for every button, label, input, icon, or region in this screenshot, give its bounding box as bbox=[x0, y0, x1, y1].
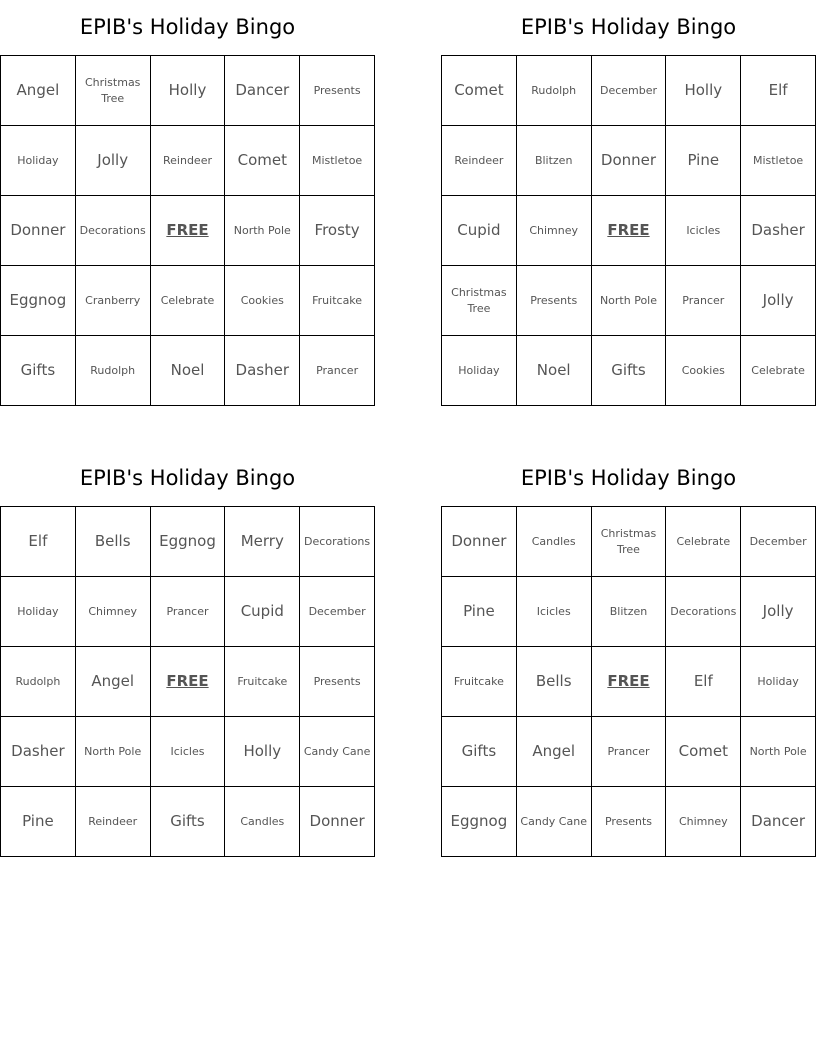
bingo-cell: Holly bbox=[225, 717, 300, 787]
bingo-cell: Elf bbox=[741, 56, 816, 126]
card-title: EPIB's Holiday Bingo bbox=[79, 466, 296, 490]
bingo-cell: Presents bbox=[517, 266, 592, 336]
bingo-cell: Icicles bbox=[517, 577, 592, 647]
bingo-cell: Jolly bbox=[741, 266, 816, 336]
bingo-cell: Rudolph bbox=[517, 56, 592, 126]
bingo-cell: Jolly bbox=[741, 577, 816, 647]
bingo-cell: Dasher bbox=[1, 717, 76, 787]
bingo-cell: Chimney bbox=[666, 787, 741, 857]
bingo-cell: Icicles bbox=[151, 717, 226, 787]
bingo-cell: Dasher bbox=[225, 336, 300, 406]
bingo-cell: Reindeer bbox=[76, 787, 151, 857]
bingo-cell: Decorations bbox=[300, 507, 375, 577]
bingo-cell: Gifts bbox=[592, 336, 667, 406]
bingo-cell: Pine bbox=[442, 577, 517, 647]
bingo-cell: Dancer bbox=[225, 56, 300, 126]
bingo-cell: Angel bbox=[1, 56, 76, 126]
bingo-cell: North Pole bbox=[592, 266, 667, 336]
bingo-cell: December bbox=[741, 507, 816, 577]
bingo-cell: Rudolph bbox=[1, 647, 76, 717]
bingo-cell: Gifts bbox=[151, 787, 226, 857]
card-title: EPIB's Holiday Bingo bbox=[520, 466, 737, 490]
bingo-cell: Holiday bbox=[1, 126, 76, 196]
bingo-cell: Icicles bbox=[666, 196, 741, 266]
bingo-cell: Holly bbox=[151, 56, 226, 126]
bingo-cell: Elf bbox=[666, 647, 741, 717]
bingo-cell: Donner bbox=[1, 196, 76, 266]
bingo-cell: Cranberry bbox=[76, 266, 151, 336]
bingo-cell: Reindeer bbox=[151, 126, 226, 196]
bingo-cell: Pine bbox=[1, 787, 76, 857]
bingo-cell: Holiday bbox=[1, 577, 76, 647]
bingo-cell: North Pole bbox=[76, 717, 151, 787]
bingo-cell: Presents bbox=[300, 647, 375, 717]
bingo-cell: Reindeer bbox=[442, 126, 517, 196]
bingo-cell: Dasher bbox=[741, 196, 816, 266]
free-space-cell: FREE bbox=[151, 196, 226, 266]
bingo-cell: Gifts bbox=[442, 717, 517, 787]
bingo-cell: Noel bbox=[517, 336, 592, 406]
bingo-cell: Fruitcake bbox=[442, 647, 517, 717]
bingo-cell: Cookies bbox=[225, 266, 300, 336]
bingo-grid bbox=[0, 55, 375, 406]
bingo-cell: Candy Cane bbox=[300, 717, 375, 787]
bingo-cell: Candles bbox=[225, 787, 300, 857]
free-space-cell: FREE bbox=[592, 647, 667, 717]
bingo-cell: Decorations bbox=[76, 196, 151, 266]
bingo-cell: Presents bbox=[592, 787, 667, 857]
bingo-cell: Blitzen bbox=[517, 126, 592, 196]
bingo-cell: Christmas Tree bbox=[76, 56, 151, 126]
bingo-cell: Comet bbox=[666, 717, 741, 787]
bingo-cell: Elf bbox=[1, 507, 76, 577]
bingo-cell: Dancer bbox=[741, 787, 816, 857]
bingo-cell: Gifts bbox=[1, 336, 76, 406]
free-space-cell: FREE bbox=[592, 196, 667, 266]
bingo-cell: Fruitcake bbox=[225, 647, 300, 717]
free-space-cell: FREE bbox=[151, 647, 226, 717]
bingo-cell: Angel bbox=[517, 717, 592, 787]
bingo-cell: Noel bbox=[151, 336, 226, 406]
bingo-cell: Holiday bbox=[442, 336, 517, 406]
bingo-cell: Chimney bbox=[517, 196, 592, 266]
bingo-cell: Celebrate bbox=[666, 507, 741, 577]
bingo-cell: Decorations bbox=[666, 577, 741, 647]
bingo-cell: Christmas Tree bbox=[592, 507, 667, 577]
bingo-cell: Frosty bbox=[300, 196, 375, 266]
bingo-cell: Eggnog bbox=[442, 787, 517, 857]
bingo-cell: Chimney bbox=[76, 577, 151, 647]
bingo-cell: Candy Cane bbox=[517, 787, 592, 857]
bingo-cell: Presents bbox=[300, 56, 375, 126]
bingo-cell: Bells bbox=[517, 647, 592, 717]
bingo-cell: North Pole bbox=[741, 717, 816, 787]
bingo-grid bbox=[0, 506, 375, 857]
bingo-cell: Mistletoe bbox=[741, 126, 816, 196]
bingo-cell: Eggnog bbox=[151, 507, 226, 577]
bingo-cell: Christmas Tree bbox=[442, 266, 517, 336]
bingo-cell: December bbox=[300, 577, 375, 647]
bingo-cell: Comet bbox=[225, 126, 300, 196]
bingo-cell: Candles bbox=[517, 507, 592, 577]
bingo-cell: North Pole bbox=[225, 196, 300, 266]
bingo-cell: Cupid bbox=[225, 577, 300, 647]
bingo-cell: Prancer bbox=[666, 266, 741, 336]
bingo-cell: Donner bbox=[442, 507, 517, 577]
bingo-cell: Eggnog bbox=[1, 266, 76, 336]
bingo-cell: Donner bbox=[300, 787, 375, 857]
bingo-cell: Pine bbox=[666, 126, 741, 196]
bingo-cell: Cupid bbox=[442, 196, 517, 266]
bingo-cell: Merry bbox=[225, 507, 300, 577]
bingo-grid bbox=[441, 55, 816, 406]
bingo-cell: Comet bbox=[442, 56, 517, 126]
bingo-cell: Celebrate bbox=[151, 266, 226, 336]
bingo-cell: December bbox=[592, 56, 667, 126]
bingo-cell: Holly bbox=[666, 56, 741, 126]
bingo-cell: Celebrate bbox=[741, 336, 816, 406]
card-title: EPIB's Holiday Bingo bbox=[520, 15, 737, 39]
bingo-cell: Rudolph bbox=[76, 336, 151, 406]
bingo-cell: Holiday bbox=[741, 647, 816, 717]
bingo-cell: Blitzen bbox=[592, 577, 667, 647]
bingo-cell: Cookies bbox=[666, 336, 741, 406]
bingo-cell: Fruitcake bbox=[300, 266, 375, 336]
bingo-cell: Angel bbox=[76, 647, 151, 717]
bingo-cell: Prancer bbox=[151, 577, 226, 647]
bingo-cell: Prancer bbox=[592, 717, 667, 787]
bingo-grid bbox=[441, 506, 816, 857]
card-title: EPIB's Holiday Bingo bbox=[79, 15, 296, 39]
bingo-cell: Jolly bbox=[76, 126, 151, 196]
bingo-cell: Donner bbox=[592, 126, 667, 196]
bingo-cell: Bells bbox=[76, 507, 151, 577]
bingo-cell: Mistletoe bbox=[300, 126, 375, 196]
bingo-cell: Prancer bbox=[300, 336, 375, 406]
